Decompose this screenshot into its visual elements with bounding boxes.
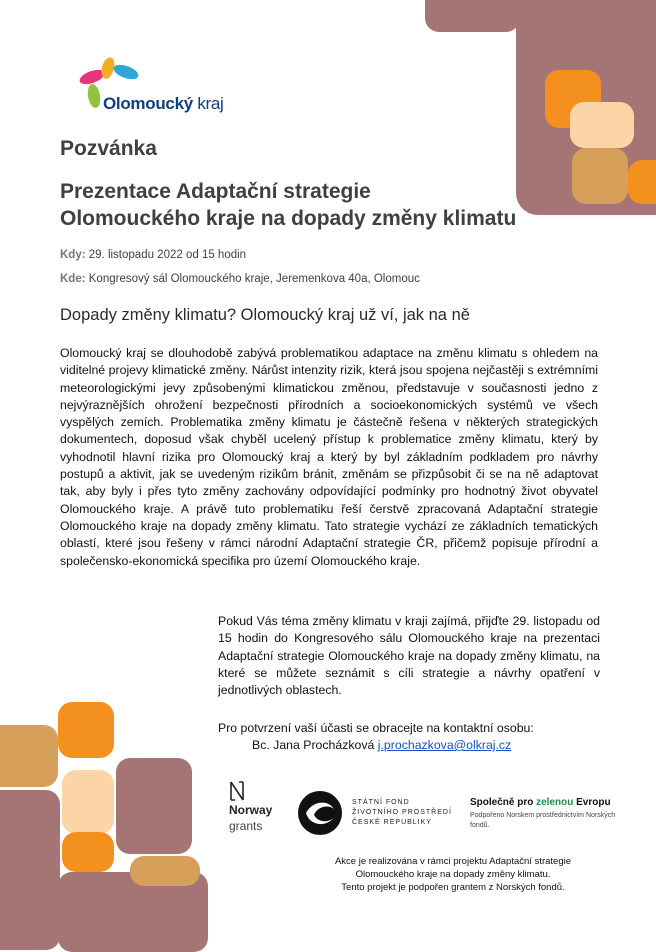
logo-wordmark: Olomoucký kraj [103, 94, 224, 113]
footer-line: Akce je realizována v rámci projektu Adaptační strategie [334, 856, 572, 867]
norway-grants-name: Norway [229, 803, 273, 817]
decor-block [0, 790, 60, 950]
decor-block [116, 758, 192, 854]
section-subheading: Dopady změny klimatu? Olomoucký kraj už ví, jak na ně [60, 306, 470, 324]
sfzp-line: STÁTNÍ FOND [352, 799, 410, 806]
invitation-paragraph: Pokud Vás téma změny klimatu v kraji zajímá, přijďte 29. listopadu od 15 hodin do Kongresového sálu Olomouckého kraje na prezentaci Adaptační strategie Olomouckého kraje na dopady změny klimatu, na které se můžete seznámit s cíli strategie a návrhy opatření v jednotlivých oblastech. [218, 614, 600, 698]
green-europe-sub: Podpořeno Norskem prostřednictvím Norských fondů. [470, 812, 616, 829]
event-date-value: 29. listopadu 2022 od 15 hodin [88, 249, 247, 261]
sfzp-line: ČESKÉ REPUBLIKY [352, 819, 432, 826]
eu-part: Evropu [573, 797, 611, 808]
event-date [60, 249, 246, 261]
sfzp-line: ŽIVOTNÍHO PROSTŘEDÍ [352, 809, 452, 816]
body-paragraph: Olomoucký kraj se dlouhodobě zabývá problematikou adaptace na změnu klimatu s ohledem na viditelné projevy klimatické změny. Nárůst intenzity rizik, která jsou spojena nejčastěji s extrémními meteorologickými jevy způsobenými klimatickou změnou, představuje v současnosti jedno z nejvýraznějších ohrožení bezpečnosti přírodních a socioekonomických systémů ve všech vyspělých zemích. Problematika změny klimatu je částečně řešena v některých strategických dokumentech, doposud však chyběl ucelený přístup k problematice změny klimatu, který by vyhodnotil hlavní rizika pro Olomoucký kraj a který by byl základním podkladem pro návrhy postupů a aktivit, jak se uvedeným rizikům bránit, změnám se přizpůsobit či se na ně adaptovat tak, aby byly i přes tyto změny zachovány odpovídající podmínky pro hodnotný život obyvatel Olomouckého kraje. A právě tuto problematiku řeší čerstvě zpracovaná Adaptační strategie Olomouckého kraje na dopady změny klimatu. Tato strategie vychází ze základních tematických oblastí, které jsou řešeny v rámci národní Adaptační strategie ČR, přičemž popisuje přírodní a společensko-ekonomická specifika pro území Olomouckého kraje. [60, 346, 598, 568]
event-date-label: Kdy: [60, 249, 86, 261]
decor-block [130, 856, 200, 886]
contact-name: Bc. Jana Procházková [252, 738, 375, 752]
footer-line: Olomouckého kraje na dopady změny klimatu. [355, 869, 551, 880]
decor-block [62, 770, 114, 834]
decor-block [62, 832, 114, 872]
decor-block [58, 702, 114, 758]
contact-person [252, 738, 511, 752]
decor-block [0, 725, 58, 787]
eu-part-green: zelenou [536, 797, 574, 808]
green-europe-title [470, 797, 611, 808]
eu-part: Společně pro [470, 797, 537, 808]
contact-email-link[interactable]: j.prochazkova@olkraj.cz [377, 738, 512, 752]
event-location-value: Kongresový sál Olomouckého kraje, Jeremenkova 40a, Olomouc [88, 273, 420, 285]
event-location-label: Kde: [60, 273, 86, 285]
title-line: Olomouckého kraje na dopady změny klimatu [60, 207, 517, 230]
footer-line: Tento projekt je podpořen grantem z Norských fondů. [341, 882, 565, 893]
sfzp-logo-icon [296, 789, 344, 837]
decor-block [425, 0, 520, 32]
page-heading: Pozvánka [60, 137, 157, 160]
confirmation-text: Pro potvrzení vaší účasti se obracejte na kontaktní osobu: [218, 721, 534, 735]
sfzp-name [352, 798, 452, 828]
footer-note [283, 855, 623, 894]
decor-block [570, 102, 634, 148]
norway-grants-sub: grants [229, 819, 263, 833]
page-title [60, 178, 620, 232]
event-location [60, 273, 420, 285]
decor-block [628, 160, 656, 204]
title-line: Prezentace Adaptační strategie [60, 180, 371, 203]
